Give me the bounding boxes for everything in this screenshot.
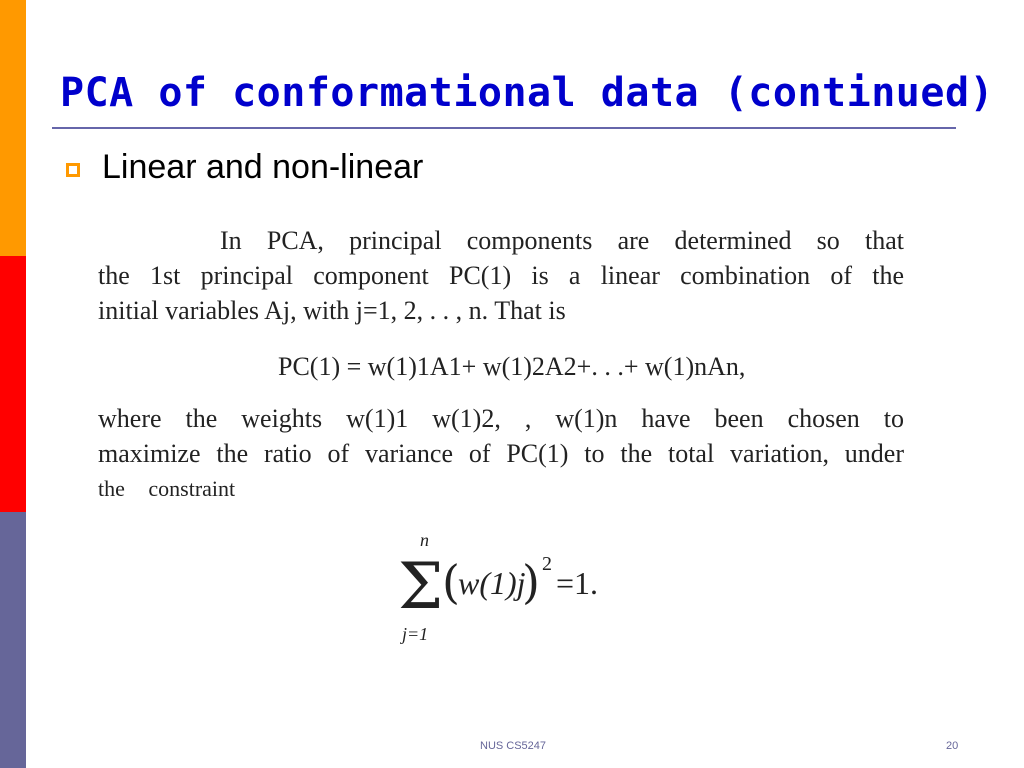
weight-term: w(1)j (458, 565, 526, 601)
excerpt-line: initial variables Aj, with j=1, 2, . . , n. That is (98, 296, 566, 325)
excerpt-line: maximize the ratio of variance of PC(1) to the total variation, under (98, 439, 904, 468)
bullet-item (66, 148, 423, 187)
bullet-text: Linear and non-linear (102, 148, 424, 186)
exponent: 2 (542, 553, 552, 575)
square-bullet-icon (66, 163, 80, 177)
constraint-rhs: =1. (556, 565, 599, 601)
left-band-orange (0, 0, 26, 256)
sum-upper-limit: n (420, 530, 429, 550)
footer-course: NUS CS5247 (480, 740, 547, 752)
left-band-purple (0, 512, 26, 768)
right-paren: ) (522, 555, 540, 609)
left-band-red (0, 256, 26, 512)
constraint-formula (392, 530, 632, 650)
excerpt-line: the constraint (98, 476, 236, 501)
excerpt-line: where the weights w(1)1 w(1)2, , w(1)n have been chosen to (98, 404, 904, 433)
page-number: 20 (946, 740, 959, 752)
sigma-symbol: Σ (398, 550, 444, 624)
excerpt-line: the 1st principal component PC(1) is a linear combination of the (98, 261, 904, 290)
sum-lower-limit: j=1 (402, 624, 429, 644)
slide-title: PCA of conformational data (continued) (60, 70, 995, 116)
title-divider (52, 127, 956, 129)
pca-equation: PC(1) = w(1)1A1+ w(1)2A2+. . .+ w(1)nAn, (278, 352, 746, 381)
excerpt-line: In PCA, principal components are determined so that (220, 226, 904, 255)
left-paren: ( (442, 555, 460, 609)
